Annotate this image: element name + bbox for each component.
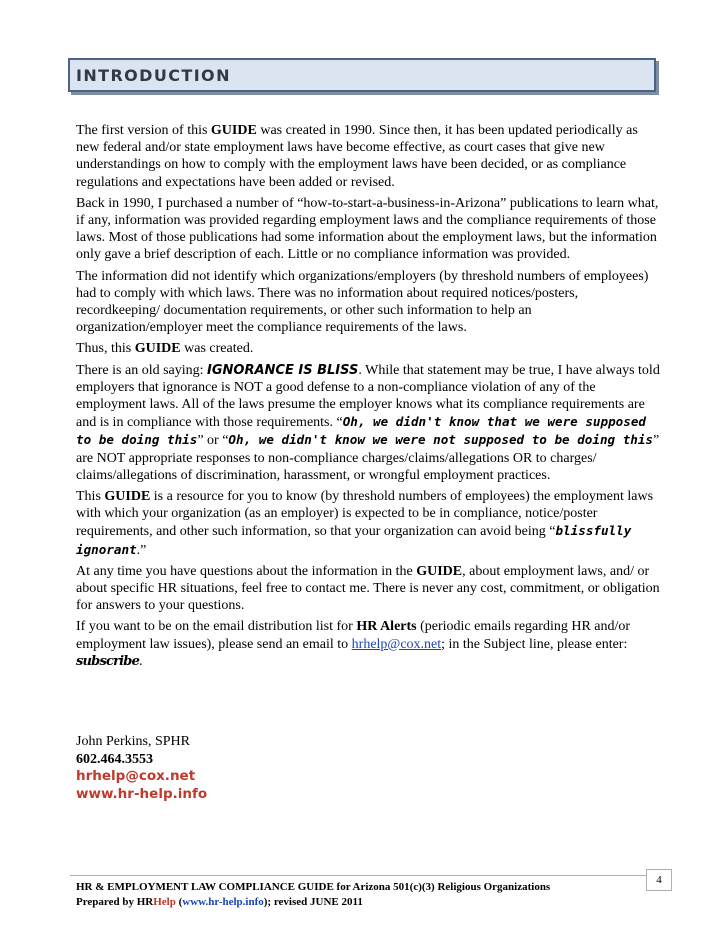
quote-1: Oh, we didn't know that we were supposed to be doing this bbox=[76, 414, 647, 448]
footer-title: HR & EMPLOYMENT LAW COMPLIANCE GUIDE for Arizona 501(c)(3) Religious Organizations bbox=[76, 881, 551, 893]
signature-block bbox=[76, 733, 207, 803]
footer-divider bbox=[70, 875, 670, 876]
subscribe-keyword: subscribe bbox=[76, 653, 140, 669]
body-text bbox=[76, 122, 660, 674]
paragraph-4: Thus, this GUIDE was created. bbox=[76, 341, 254, 357]
section-heading-box bbox=[68, 58, 656, 92]
blissfully-ignorant: blissfully ignorant bbox=[76, 523, 632, 557]
footer bbox=[76, 880, 550, 910]
section-heading: INTRODUCTION bbox=[76, 66, 231, 85]
footer-site-link[interactable]: www.hr-help.info bbox=[182, 896, 264, 908]
page-number: 4 bbox=[646, 869, 672, 891]
signature-name: John Perkins, SPHR bbox=[76, 734, 190, 749]
ignorance-is-bliss: IGNORANCE IS BLISS bbox=[207, 362, 359, 378]
footer-prepared-by: Prepared by HRHelp (www.hr-help.info); revised JUNE 2011 bbox=[76, 896, 363, 908]
paragraph-2: Back in 1990, I purchased a number of “how-to-start-a-business-in-Arizona” publications to learn what, if any, information was provided regarding employment laws and the compliance requirements of those laws. Most of those publications had some information about the employment laws, but the information only gave a brief description of each. Little or no compliance information was provided. bbox=[76, 195, 659, 263]
paragraph-7: At any time you have questions about the information in the GUIDE, about employment laws, and/ or about specific HR situations, feel free to contact me. There is never any cost, commitment, or obligation for answers to your questions. bbox=[76, 563, 660, 614]
paragraph-5: There is an old saying: IGNORANCE IS BLISS. While that statement may be true, I have always told employers that ignorance is NOT a good defense to a non-compliance violation of any of the employment laws. All of the laws presume the employer knows what its compliance requirements are and is in compliance with those requirements. “Oh, we didn't know that we were supposed to be doing this” or “Oh, we didn't know we were not supposed to be doing this” are NOT appropriate responses to non-compliance charges/claims/allegations OR to charges/ claims/allegations of discrimination, harassment, or wrongful employment practices. bbox=[76, 362, 660, 483]
footer-brand: Help bbox=[153, 896, 176, 908]
paragraph-3: The information did not identify which organizations/employers (by threshold numbers of employees) had to comply with which laws. There was no information about required notices/posters, recordkeeping/ documentation requirements, or other such information to help an organization/employer meet the compliance requirements of the laws. bbox=[76, 268, 649, 336]
signature-website[interactable]: www.hr-help.info bbox=[76, 785, 208, 802]
email-link[interactable]: hrhelp@cox.net bbox=[351, 636, 442, 652]
paragraph-6: This GUIDE is a resource for you to know (by threshold numbers of employees) the employment laws with which your organization (as an employer) is expected to be in compliance, notice/poster requirements, and other such information, so that your organization can avoid being “blissfully ignorant.” bbox=[76, 489, 654, 558]
signature-email[interactable]: hrhelp@cox.net bbox=[76, 768, 196, 784]
quote-2: Oh, we didn't know we were not supposed to be doing this bbox=[228, 432, 654, 448]
signature-phone: 602.464.3553 bbox=[76, 751, 153, 767]
paragraph-1: The first version of this GUIDE was created in 1990. Since then, it has been updated periodically as new federal and/or state employment laws have become effective, as court cases that give new understandings on how to comply with the employment laws have been decided, or as compliance regulations and expectations have been added or revised. bbox=[76, 123, 638, 190]
paragraph-8: If you want to be on the email distribution list for HR Alerts (periodic emails regarding HR and/or employment law issues), please send an email to hrhelp@cox.net; in the Subject line, please enter: subscribe. bbox=[76, 619, 631, 669]
